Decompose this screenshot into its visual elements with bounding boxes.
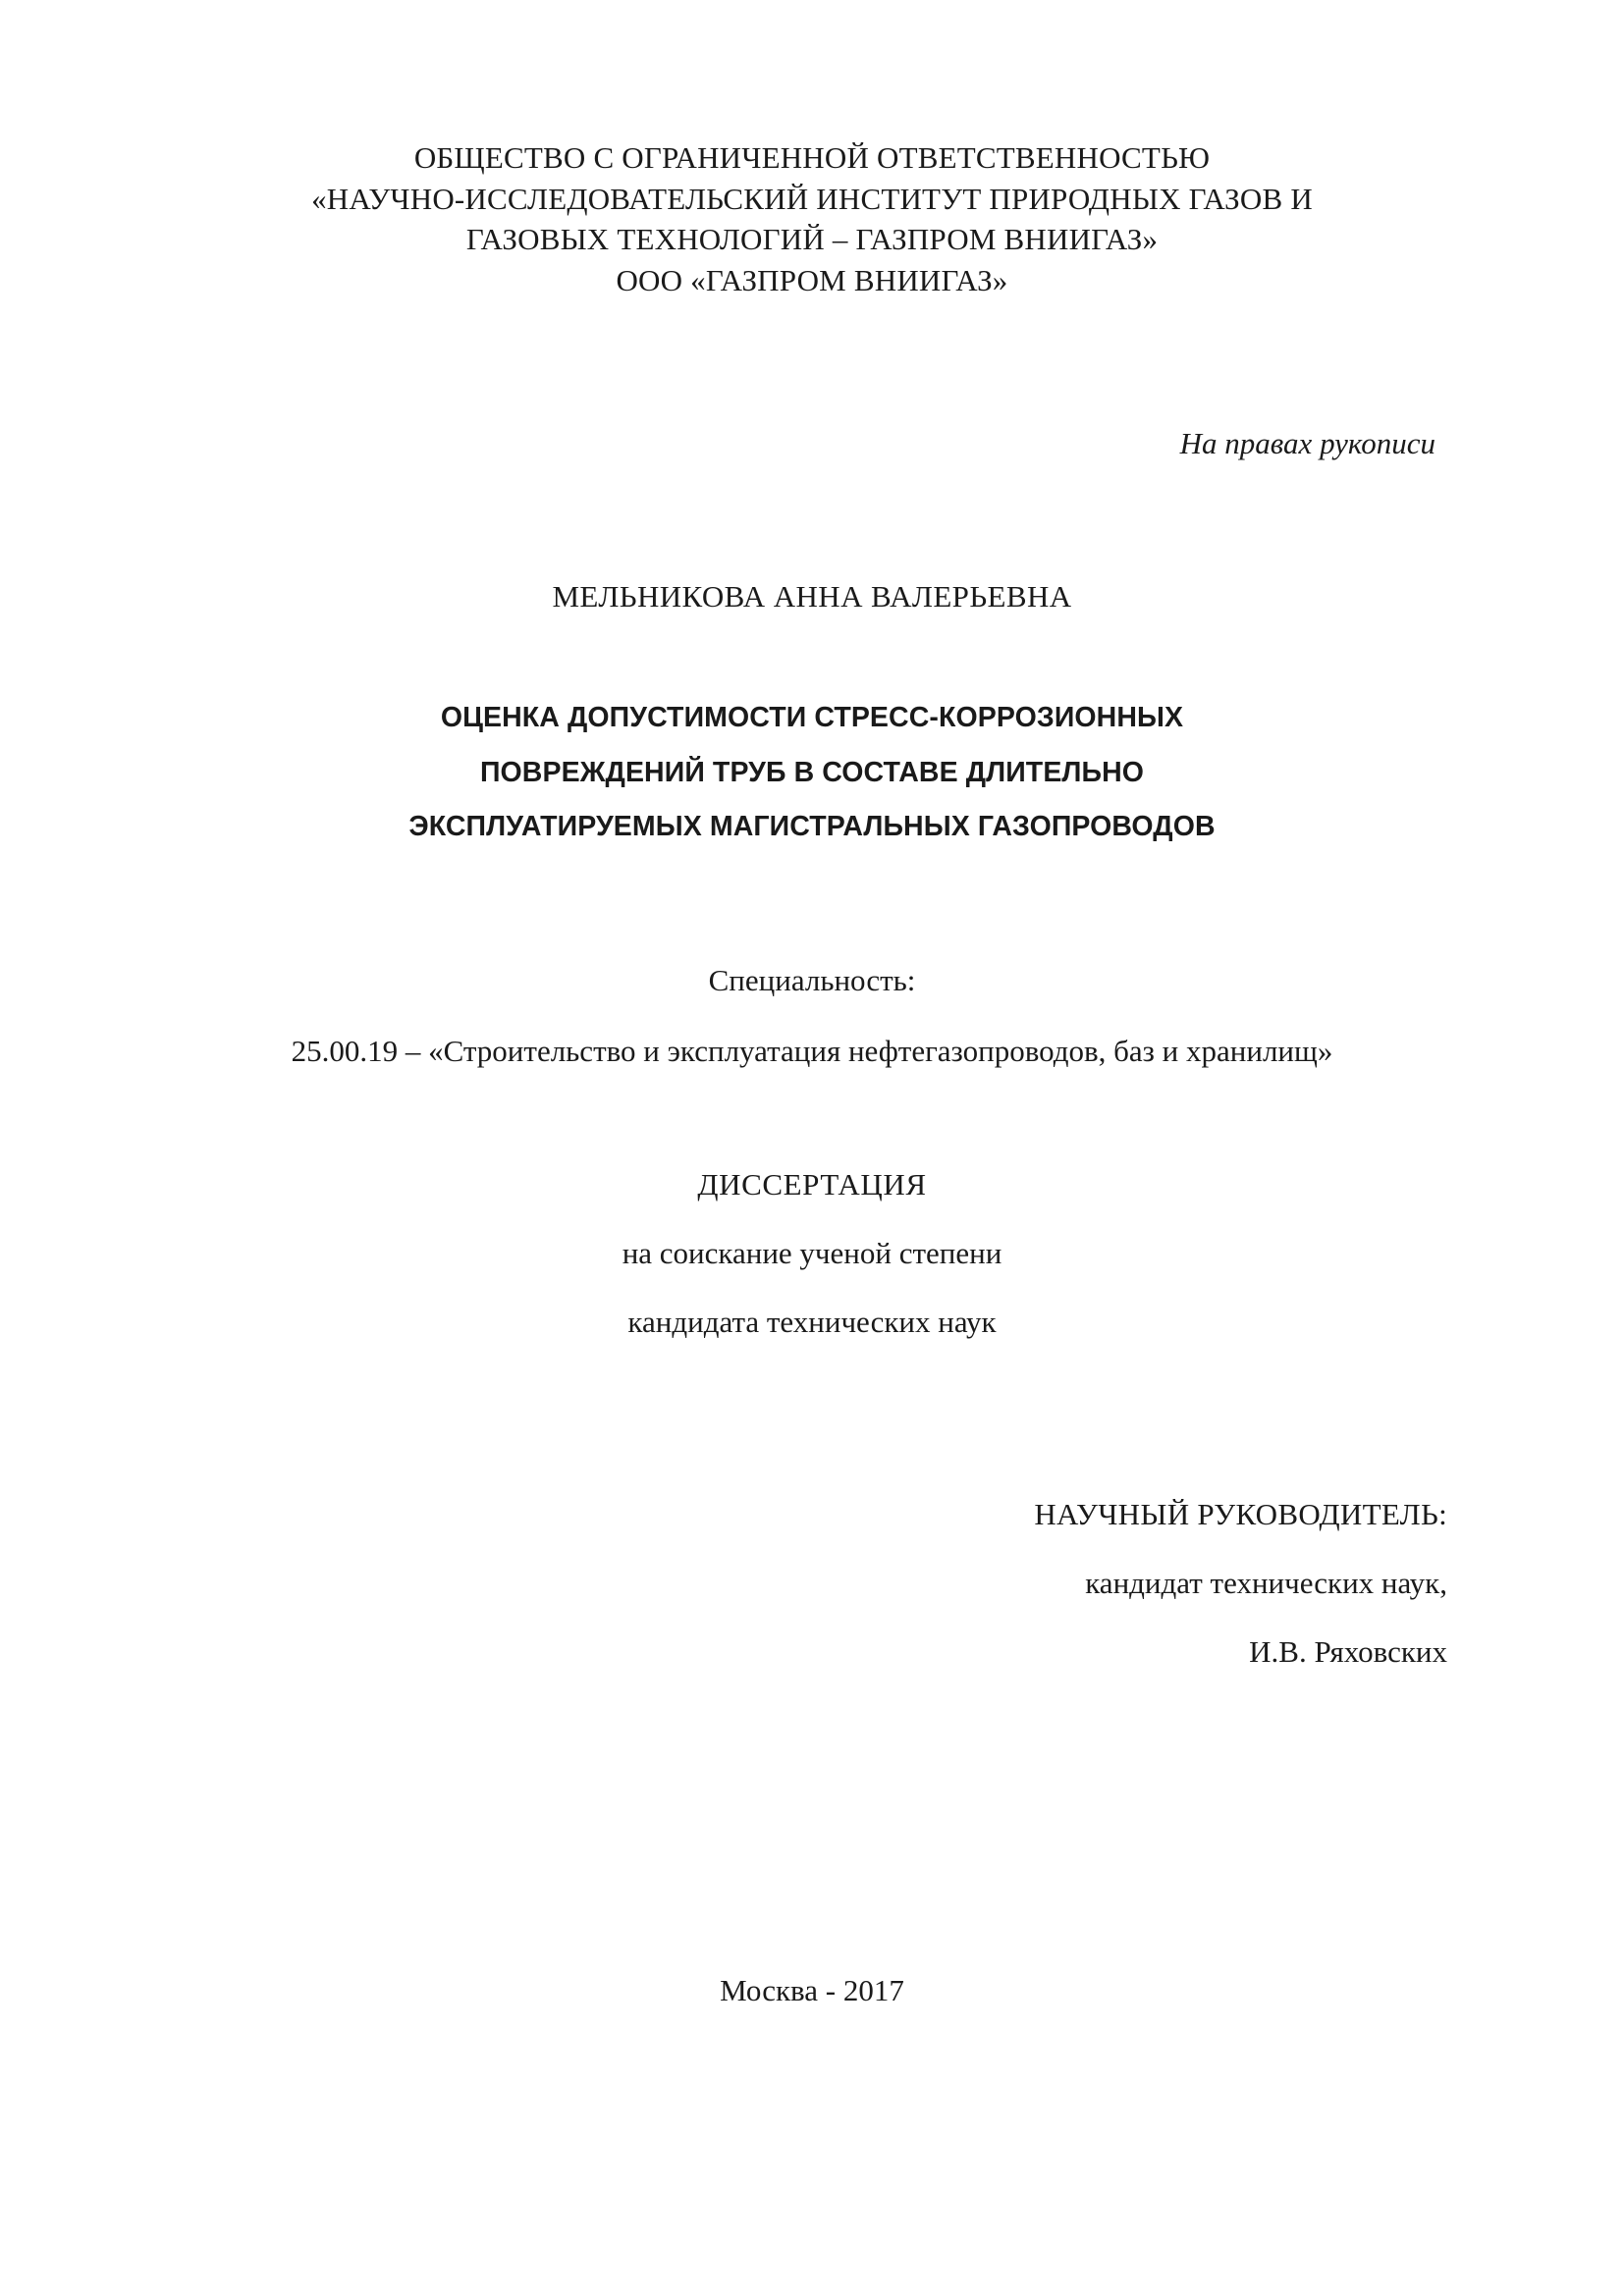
speciality-value: 25.00.19 – «Строительство и эксплуатация нефтегазопроводов, баз и хранилищ»	[291, 1033, 1333, 1068]
city-and-year: Москва - 2017	[720, 1973, 904, 2007]
degree-line-1: на соискание ученой степени	[622, 1235, 1002, 1270]
dissertation-title	[147, 691, 1477, 855]
organization-line-4: ООО «ГАЗПРОМ ВНИИГАЗ»	[616, 262, 1008, 297]
supervisor-degree: кандидат технических наук,	[1085, 1565, 1447, 1600]
manuscript-note: На правах рукописи	[1179, 426, 1435, 461]
title-line-3: ЭКСПЛУАТИРУЕМЫХ МАГИСТРАЛЬНЫХ ГАЗОПРОВОДОВ	[408, 811, 1216, 843]
supervisor-name: И.В. Ряховских	[1249, 1633, 1447, 1669]
supervisor-label: НАУЧНЫЙ РУКОВОДИТЕЛЬ:	[1034, 1496, 1447, 1531]
supervisor-block	[147, 1497, 1477, 1670]
title-line-1: ОЦЕНКА ДОПУСТИМОСТИ СТРЕСС-КОРРОЗИОННЫХ	[440, 702, 1184, 734]
document-type: ДИССЕРТАЦИЯ	[697, 1166, 927, 1201]
page-content	[147, 137, 1477, 1670]
organization-line-1: ОБЩЕСТВО С ОГРАНИЧЕННОЙ ОТВЕТСТВЕННОСТЬЮ	[413, 140, 1211, 175]
organization-line-3: ГАЗОВЫХ ТЕХНОЛОГИЙ – ГАЗПРОМ ВНИИГАЗ»	[465, 222, 1159, 257]
organization-line-2: «НАУЧНО-ИССЛЕДОВАТЕЛЬСКИЙ ИНСТИТУТ ПРИРОДНЫХ ГАЗОВ И	[311, 181, 1313, 216]
organization-block	[147, 137, 1477, 300]
speciality-label: Специальность:	[708, 962, 916, 997]
degree-line-2: кандидата технических наук	[627, 1304, 997, 1339]
title-line-2: ПОВРЕЖДЕНИЙ ТРУБ В СОСТАВЕ ДЛИТЕЛЬНО	[479, 756, 1145, 788]
author-name: МЕЛЬНИКОВА АННА ВАЛЕРЬЕВНА	[552, 579, 1072, 614]
